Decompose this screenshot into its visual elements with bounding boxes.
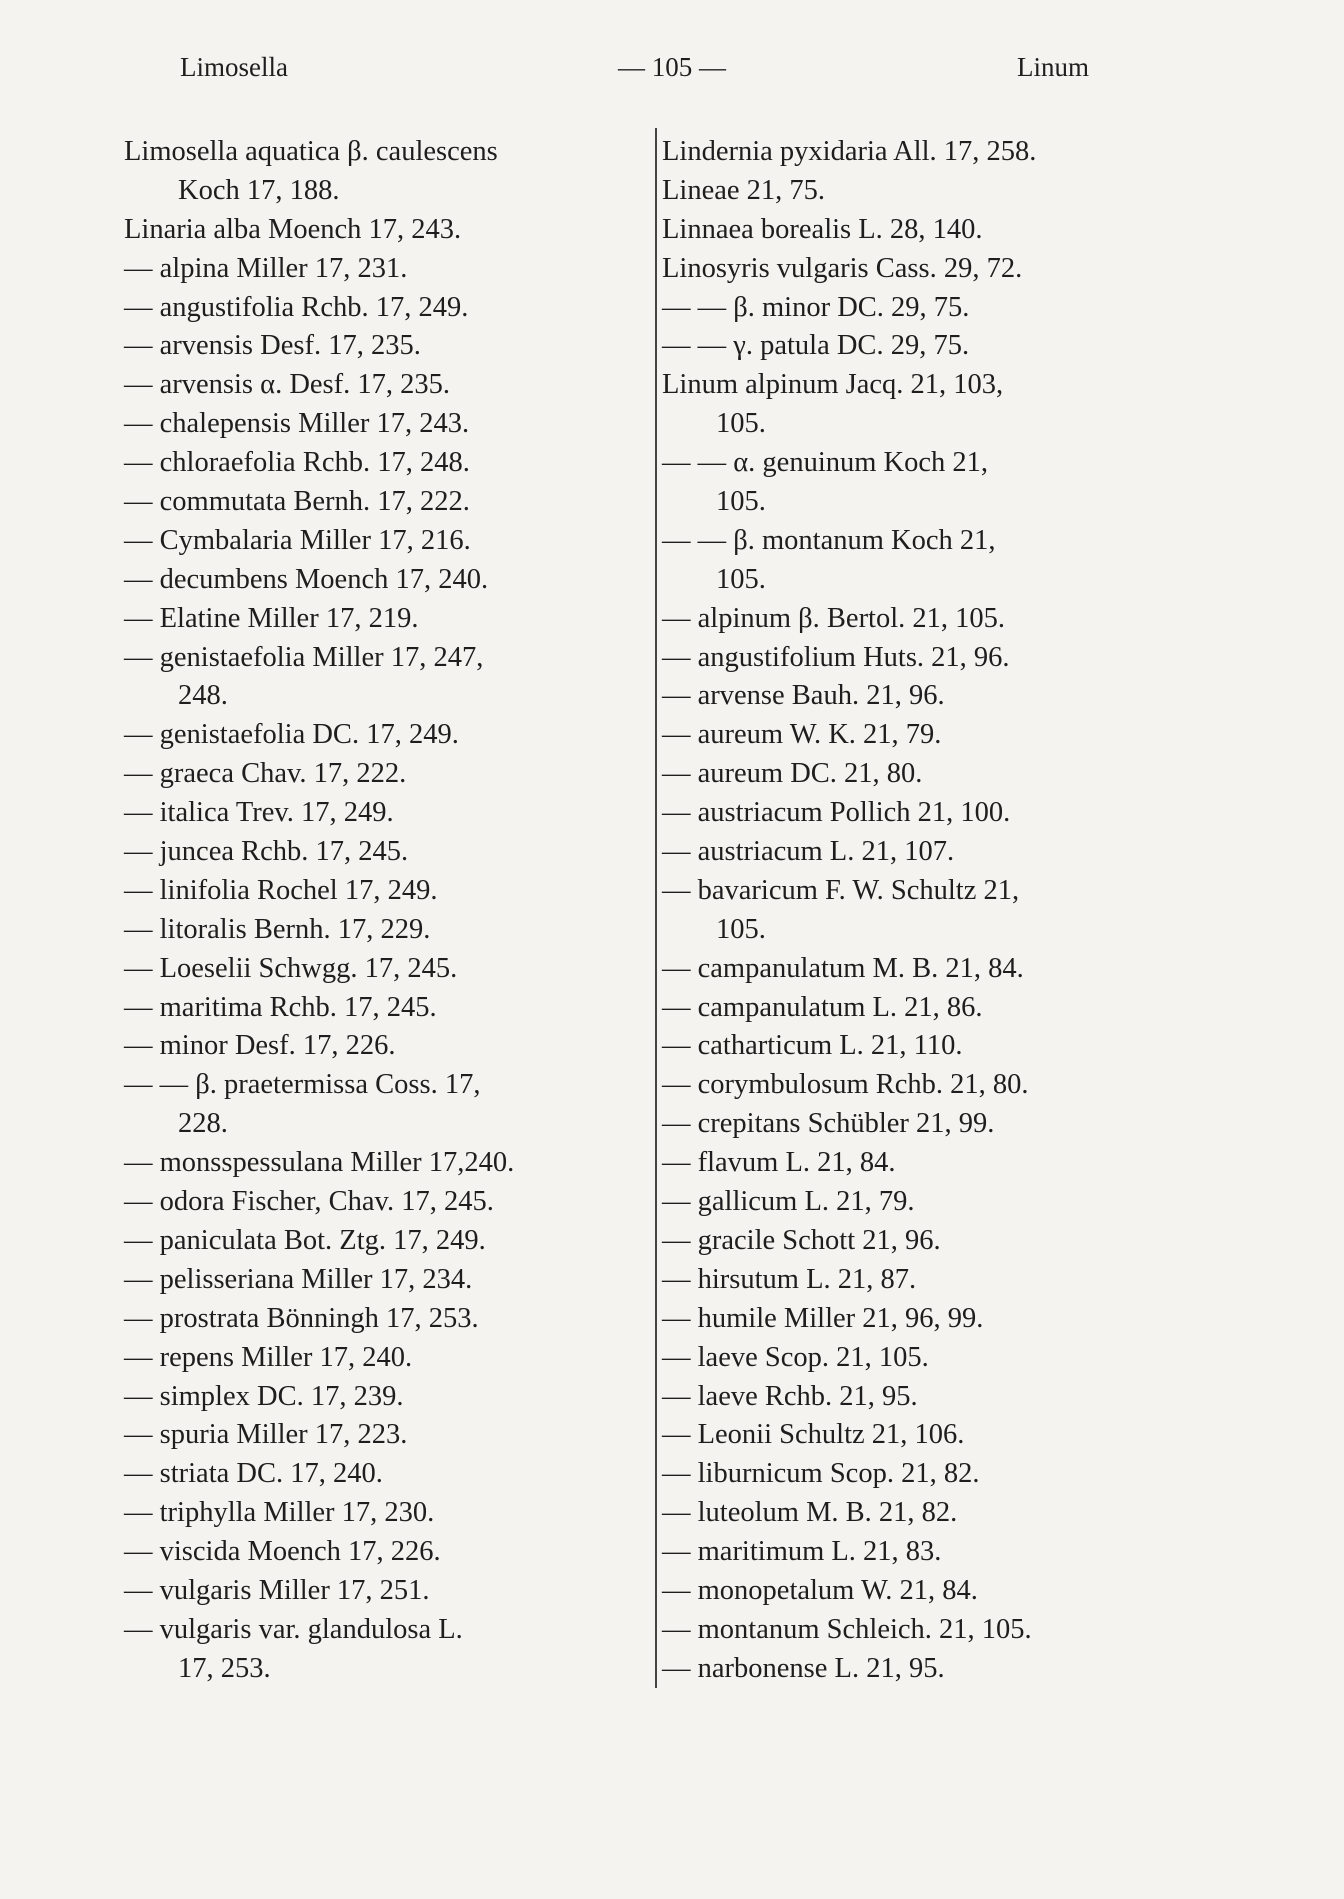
page-number: — 105 — xyxy=(618,52,726,82)
index-entry: — Leonii Schultz 21, 106. xyxy=(662,1419,965,1451)
index-entry: — arvensis α. Desf. 17, 235. xyxy=(124,369,451,401)
index-entry: Lineae 21, 75. xyxy=(662,174,826,206)
index-entry: — austriacum Pollich 21, 100. xyxy=(662,797,1011,829)
index-entry: Linaria alba Moench 17, 243. xyxy=(124,213,462,245)
index-entry-continuation: 105. xyxy=(716,486,766,518)
index-entry: — genistaefolia Miller 17, 247, xyxy=(124,641,484,673)
index-entry: — triphylla Miller 17, 230. xyxy=(124,1497,435,1529)
index-entry: — chalepensis Miller 17, 243. xyxy=(124,408,470,440)
index-entry: — vulgaris var. glandulosa L. xyxy=(124,1613,463,1645)
index-entry: — — β. praetermissa Coss. 17, xyxy=(124,1069,481,1101)
index-entry: — — α. genuinum Koch 21, xyxy=(662,447,989,479)
index-entry-continuation: Koch 17, 188. xyxy=(178,174,340,206)
index-entry: — litoralis Bernh. 17, 229. xyxy=(124,913,431,945)
index-entry: — alpinum β. Bertol. 21, 105. xyxy=(662,602,1006,634)
left-index-column xyxy=(124,133,654,1689)
index-entry: — bavaricum F. W. Schultz 21, xyxy=(662,874,1020,906)
index-entry: — striata DC. 17, 240. xyxy=(124,1458,383,1490)
index-entry: — linifolia Rochel 17, 249. xyxy=(124,874,438,906)
index-entry: — — γ. patula DC. 29, 75. xyxy=(662,330,970,362)
index-entry: — — β. montanum Koch 21, xyxy=(662,524,996,556)
index-entry: — vulgaris Miller 17, 251. xyxy=(124,1574,430,1606)
index-entry: — odora Fischer, Chav. 17, 245. xyxy=(124,1186,494,1218)
index-entry: — aureum DC. 21, 80. xyxy=(662,758,923,790)
index-entry-continuation: 248. xyxy=(178,680,228,712)
index-entry: — chloraefolia Rchb. 17, 248. xyxy=(124,447,470,479)
index-entry: — laeve Rchb. 21, 95. xyxy=(662,1380,918,1412)
index-entry: — liburnicum Scop. 21, 82. xyxy=(662,1458,980,1490)
index-entry: — flavum L. 21, 84. xyxy=(662,1147,896,1179)
index-entry: — angustifolium Huts. 21, 96. xyxy=(662,641,1010,673)
index-entry: — Elatine Miller 17, 219. xyxy=(124,602,419,634)
index-entry: — Loeselii Schwgg. 17, 245. xyxy=(124,952,458,984)
index-entry: — viscida Moench 17, 226. xyxy=(124,1536,441,1568)
index-entry-continuation: 105. xyxy=(716,913,766,945)
index-entry: — laeve Scop. 21, 105. xyxy=(662,1341,929,1373)
index-entry: — paniculata Bot. Ztg. 17, 249. xyxy=(124,1224,486,1256)
index-entry: — corymbulosum Rchb. 21, 80. xyxy=(662,1069,1029,1101)
index-entry: — angustifolia Rchb. 17, 249. xyxy=(124,291,469,323)
index-entry: — Cymbalaria Miller 17, 216. xyxy=(124,524,471,556)
index-entry: — pelisseriana Miller 17, 234. xyxy=(124,1263,473,1295)
index-entry: Linosyris vulgaris Cass. 29, 72. xyxy=(662,252,1023,284)
index-entry: — italica Trev. 17, 249. xyxy=(124,797,394,829)
index-entry: — simplex DC. 17, 239. xyxy=(124,1380,404,1412)
index-entry: Linum alpinum Jacq. 21, 103, xyxy=(662,369,1004,401)
index-entry: — narbonense L. 21, 95. xyxy=(662,1652,945,1684)
index-entry: — maritimum L. 21, 83. xyxy=(662,1536,942,1568)
index-entry: — gallicum L. 21, 79. xyxy=(662,1186,915,1218)
index-entry: — monopetalum W. 21, 84. xyxy=(662,1574,978,1606)
index-entry: — — β. minor DC. 29, 75. xyxy=(662,291,970,323)
header-left-guide-word: Limosella xyxy=(180,52,288,82)
index-entry: — decumbens Moench 17, 240. xyxy=(124,563,489,595)
index-entry: — austriacum L. 21, 107. xyxy=(662,836,955,868)
column-divider xyxy=(655,128,657,1688)
index-entry-continuation: 17, 253. xyxy=(178,1652,271,1684)
index-entry: — aureum W. K. 21, 79. xyxy=(662,719,942,751)
index-entry: — campanulatum L. 21, 86. xyxy=(662,991,983,1023)
index-entry: — luteolum M. B. 21, 82. xyxy=(662,1497,958,1529)
index-entry: — prostrata Bönningh 17, 253. xyxy=(124,1302,479,1334)
index-entry-continuation: 105. xyxy=(716,563,766,595)
index-entry: — gracile Schott 21, 96. xyxy=(662,1224,941,1256)
index-entry: — monsspessulana Miller 17,240. xyxy=(124,1147,515,1179)
right-index-column xyxy=(662,133,1202,1689)
running-header xyxy=(0,52,1344,92)
index-entry: — juncea Rchb. 17, 245. xyxy=(124,836,409,868)
index-entry: Lindernia pyxidaria All. 17, 258. xyxy=(662,136,1037,167)
index-entry-continuation: 228. xyxy=(178,1108,228,1140)
index-entry: — hirsutum L. 21, 87. xyxy=(662,1263,917,1295)
index-entry: — humile Miller 21, 96, 99. xyxy=(662,1302,984,1334)
index-entry: — spuria Miller 17, 223. xyxy=(124,1419,408,1451)
index-entry: Linnaea borealis L. 28, 140. xyxy=(662,213,983,245)
index-entry: — commutata Bernh. 17, 222. xyxy=(124,486,470,518)
index-entry: — genistaefolia DC. 17, 249. xyxy=(124,719,459,751)
index-entry: — graeca Chav. 17, 222. xyxy=(124,758,407,790)
index-entry: — repens Miller 17, 240. xyxy=(124,1341,413,1373)
index-entry: — campanulatum M. B. 21, 84. xyxy=(662,952,1024,984)
index-entry: — maritima Rchb. 17, 245. xyxy=(124,991,437,1023)
index-entry-continuation: 105. xyxy=(716,408,766,440)
index-entry: — crepitans Schübler 21, 99. xyxy=(662,1108,995,1140)
header-right-guide-word: Linum xyxy=(1017,52,1089,82)
index-entry: — alpina Miller 17, 231. xyxy=(124,252,408,284)
index-entry: — catharticum L. 21, 110. xyxy=(662,1030,963,1062)
index-entry: — minor Desf. 17, 226. xyxy=(124,1030,396,1062)
index-entry: — arvensis Desf. 17, 235. xyxy=(124,330,421,362)
index-entry: Limosella aquatica β. caulescens xyxy=(124,136,498,167)
index-entry: — montanum Schleich. 21, 105. xyxy=(662,1613,1032,1645)
index-entry: — arvense Bauh. 21, 96. xyxy=(662,680,945,712)
